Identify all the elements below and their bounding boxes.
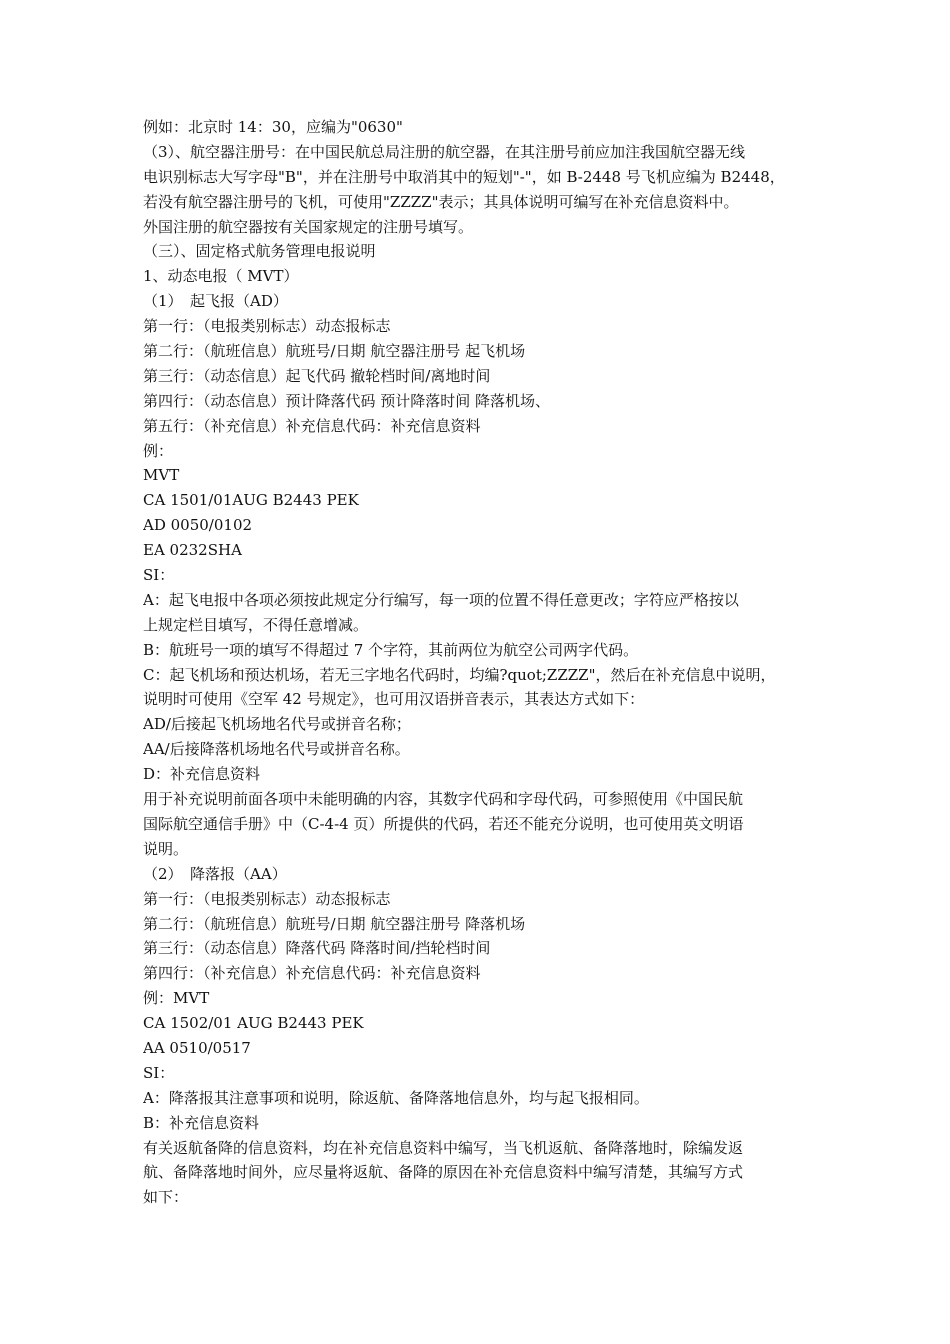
text-line: 例如：北京时 14：30，应编为"0630" [143,118,403,136]
text-line: A：降落报其注意事项和说明，除返航、备降落地信息外，均与起飞报相同。 [143,1088,649,1107]
subsection-heading: 1、动态电报（ MVT） [143,267,299,286]
example-line: CA 1501/01AUG B2443 PEK [143,491,359,510]
example-line: MVT [143,466,180,485]
text-line: 第二行：（航班信息）航班号/日期 航空器注册号 起飞机场 [143,342,526,361]
text-line: （3）、航空器注册号：在中国民航总局注册的航空器，在其注册号前应加注我国航空器无线 [143,142,746,161]
subsection-heading: （1） 起飞报（AD） [143,292,288,311]
example-line: 例：MVT [143,989,210,1008]
text-line: AA/后接降落机场地名代号或拼音名称。 [143,740,410,759]
example-line: EA 0232SHA [143,541,242,560]
text-line: A：起飞电报中各项必须按此规定分行编写，每一项的位置不得任意更改；字符应严格按以 [143,590,739,609]
text-line: 第五行：（补充信息）补充信息代码：补充信息资料 [143,416,481,435]
example-line: SI： [143,1063,175,1082]
text-line: 第四行：（补充信息）补充信息代码：补充信息资料 [143,964,481,983]
example-line: SI： [143,566,175,585]
text-line: 航、备降落地时间外，应尽量将返航、备降的原因在补充信息资料中编写清楚，其编写方式 [143,1163,744,1182]
text-line: 第一行：（电报类别标志）动态报标志 [143,317,391,336]
section-heading: （三）、固定格式航务管理电报说明 [143,242,376,261]
text-line: B：补充信息资料 [143,1113,260,1132]
text-line: 用于补充说明前面各项中未能明确的内容，其数字代码和字母代码，可参照使用《中国民航 [143,790,744,809]
example-line: AA 0510/0517 [143,1038,251,1057]
text-line: D：补充信息资料 [143,765,261,784]
text-line: 说明。 [143,839,189,858]
text-line: 有关返航备降的信息资料，均在补充信息资料中编写，当飞机返航、备降落地时，除编发返 [143,1138,744,1157]
text-line: 第三行：（动态信息）降落代码 降落时间/挡轮档时间 [143,939,491,958]
text-line: B：航班号一项的填写不得超过 7 个字符，其前两位为航空公司两字代码。 [143,640,639,659]
text-line: 若没有航空器注册号的飞机，可使用"ZZZZ"表示；其具体说明可编写在补充信息资料中。 [143,192,739,211]
text-line: 例： [143,441,174,460]
text-line: 说明时可使用《空军 42 号规定》，也可用汉语拼音表示，其表达方式如下： [143,690,645,709]
text-line: 第三行：（动态信息）起飞代码 撤轮档时间/离地时间 [143,366,491,385]
text-line: 第一行：（电报类别标志）动态报标志 [143,889,391,908]
text-line: 电识别标志大写字母"B"，并在注册号中取消其中的短划"-"，如 B-2448 号飞机应编为 B2448， [143,167,785,186]
text-line: 如下： [143,1188,189,1207]
example-line: AD 0050/0102 [143,516,253,535]
example-line: CA 1502/01 AUG B2443 PEK [143,1014,364,1033]
document-page [143,115,813,1210]
text-line: 上规定栏目填写，不得任意增减。 [143,615,369,634]
text-line: 国际航空通信手册》中（C-4-4 页）所提供的代码，若还不能充分说明，也可使用英文明语 [143,814,744,833]
subsection-heading: （2） 降落报（AA） [143,864,287,883]
text-line: C：起飞机场和预达机场，若无三字地名代码时，均编?quot;ZZZZ"，然后在补充信息中说明， [143,665,776,684]
text-line: 第四行：（动态信息）预计降落代码 预计降落时间 降落机场、 [143,391,551,410]
text-line: AD/后接起飞机场地名代号或拼音名称； [143,715,411,734]
text-line: 外国注册的航空器按有关国家规定的注册号填写。 [143,217,474,236]
text-line: 第二行：（航班信息）航班号/日期 航空器注册号 降落机场 [143,914,526,933]
